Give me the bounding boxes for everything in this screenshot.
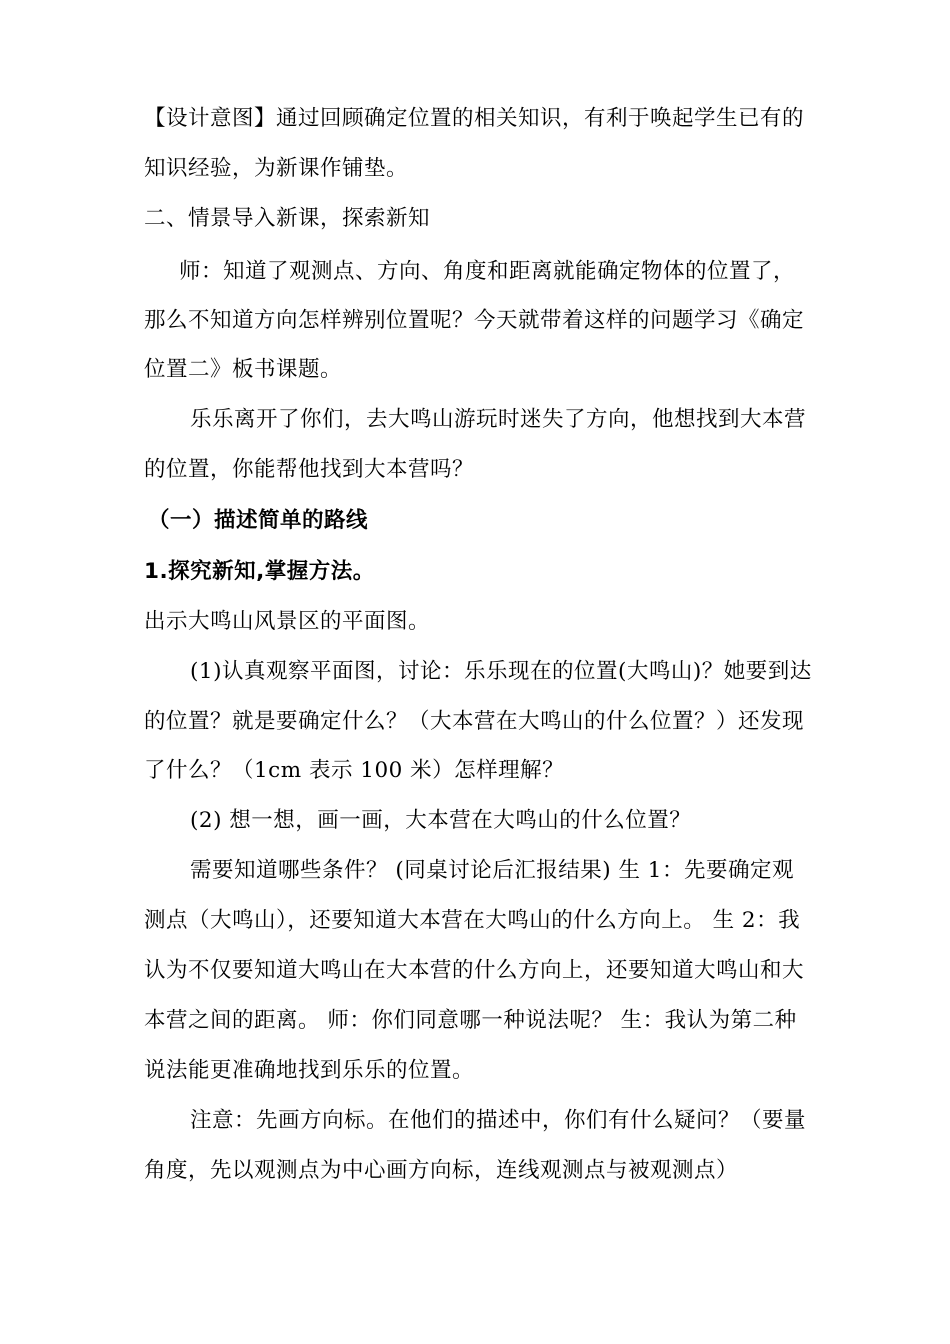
teacher-speech-line-2: 那么不知道方向怎样辨别位置呢？今天就带着这样的问题学习《确定 (144, 308, 805, 333)
paragraph-design-intent-line-2: 知识经验，为新课作铺垫。 (144, 156, 409, 181)
section-heading-2: 二、情景导入新课，探索新知 (144, 206, 431, 231)
discussion-line-4: 本营之间的距离。 师：你们同意哪一种说法呢？ 生：我认为第二种 (144, 1008, 797, 1033)
note-line-1: 注意：先画方向标。在他们的描述中，你们有什么疑问？（要量 (190, 1108, 807, 1133)
story-line-1: 乐乐离开了你们，去大鸣山游玩时迷失了方向，他想找到大本营 (190, 407, 807, 432)
show-map-line: 出示大鸣山风景区的平面图。 (144, 609, 431, 634)
step-heading-1: 1.探究新知,掌握方法。 (144, 559, 375, 584)
subsection-heading-1: （一）描述简单的路线 (148, 508, 369, 533)
paragraph-design-intent-line-1: 【设计意图】通过回顾确定位置的相关知识，有利于唤起学生已有的 (144, 106, 805, 131)
question-1-line-1: (1)认真观察平面图，讨论：乐乐现在的位置(大鸣山)？她要到达 (190, 659, 812, 684)
question-1-line-3: 了什么？（1cm 表示 100 米）怎样理解？ (144, 758, 565, 783)
question-1-line-2: 的位置？就是要确定什么？（大本营在大鸣山的什么位置？）还发现 (144, 709, 805, 734)
note-line-2: 角度，先以观测点为中心画方向标，连线观测点与被观测点） (144, 1158, 739, 1183)
discussion-line-1: 需要知道哪些条件？ (同桌讨论后汇报结果) 生 1：先要确定观 (190, 858, 794, 883)
discussion-line-5: 说法能更准确地找到乐乐的位置。 (144, 1058, 475, 1083)
story-line-2: 的位置，你能帮他找到大本营吗？ (144, 457, 475, 482)
discussion-line-3: 认为不仅要知道大鸣山在大本营的什么方向上，还要知道大鸣山和大 (144, 958, 805, 983)
discussion-line-2: 测点（大鸣山），还要知道大本营在大鸣山的什么方向上。 生 2：我 (144, 908, 801, 933)
teacher-speech-line-1: 师：知道了观测点、方向、角度和距离就能确定物体的位置了， (179, 259, 796, 284)
question-2-line: (2) 想一想，画一画，大本营在大鸣山的什么位置？ (190, 808, 692, 833)
teacher-speech-line-3: 位置二》板书课题。 (144, 357, 343, 382)
